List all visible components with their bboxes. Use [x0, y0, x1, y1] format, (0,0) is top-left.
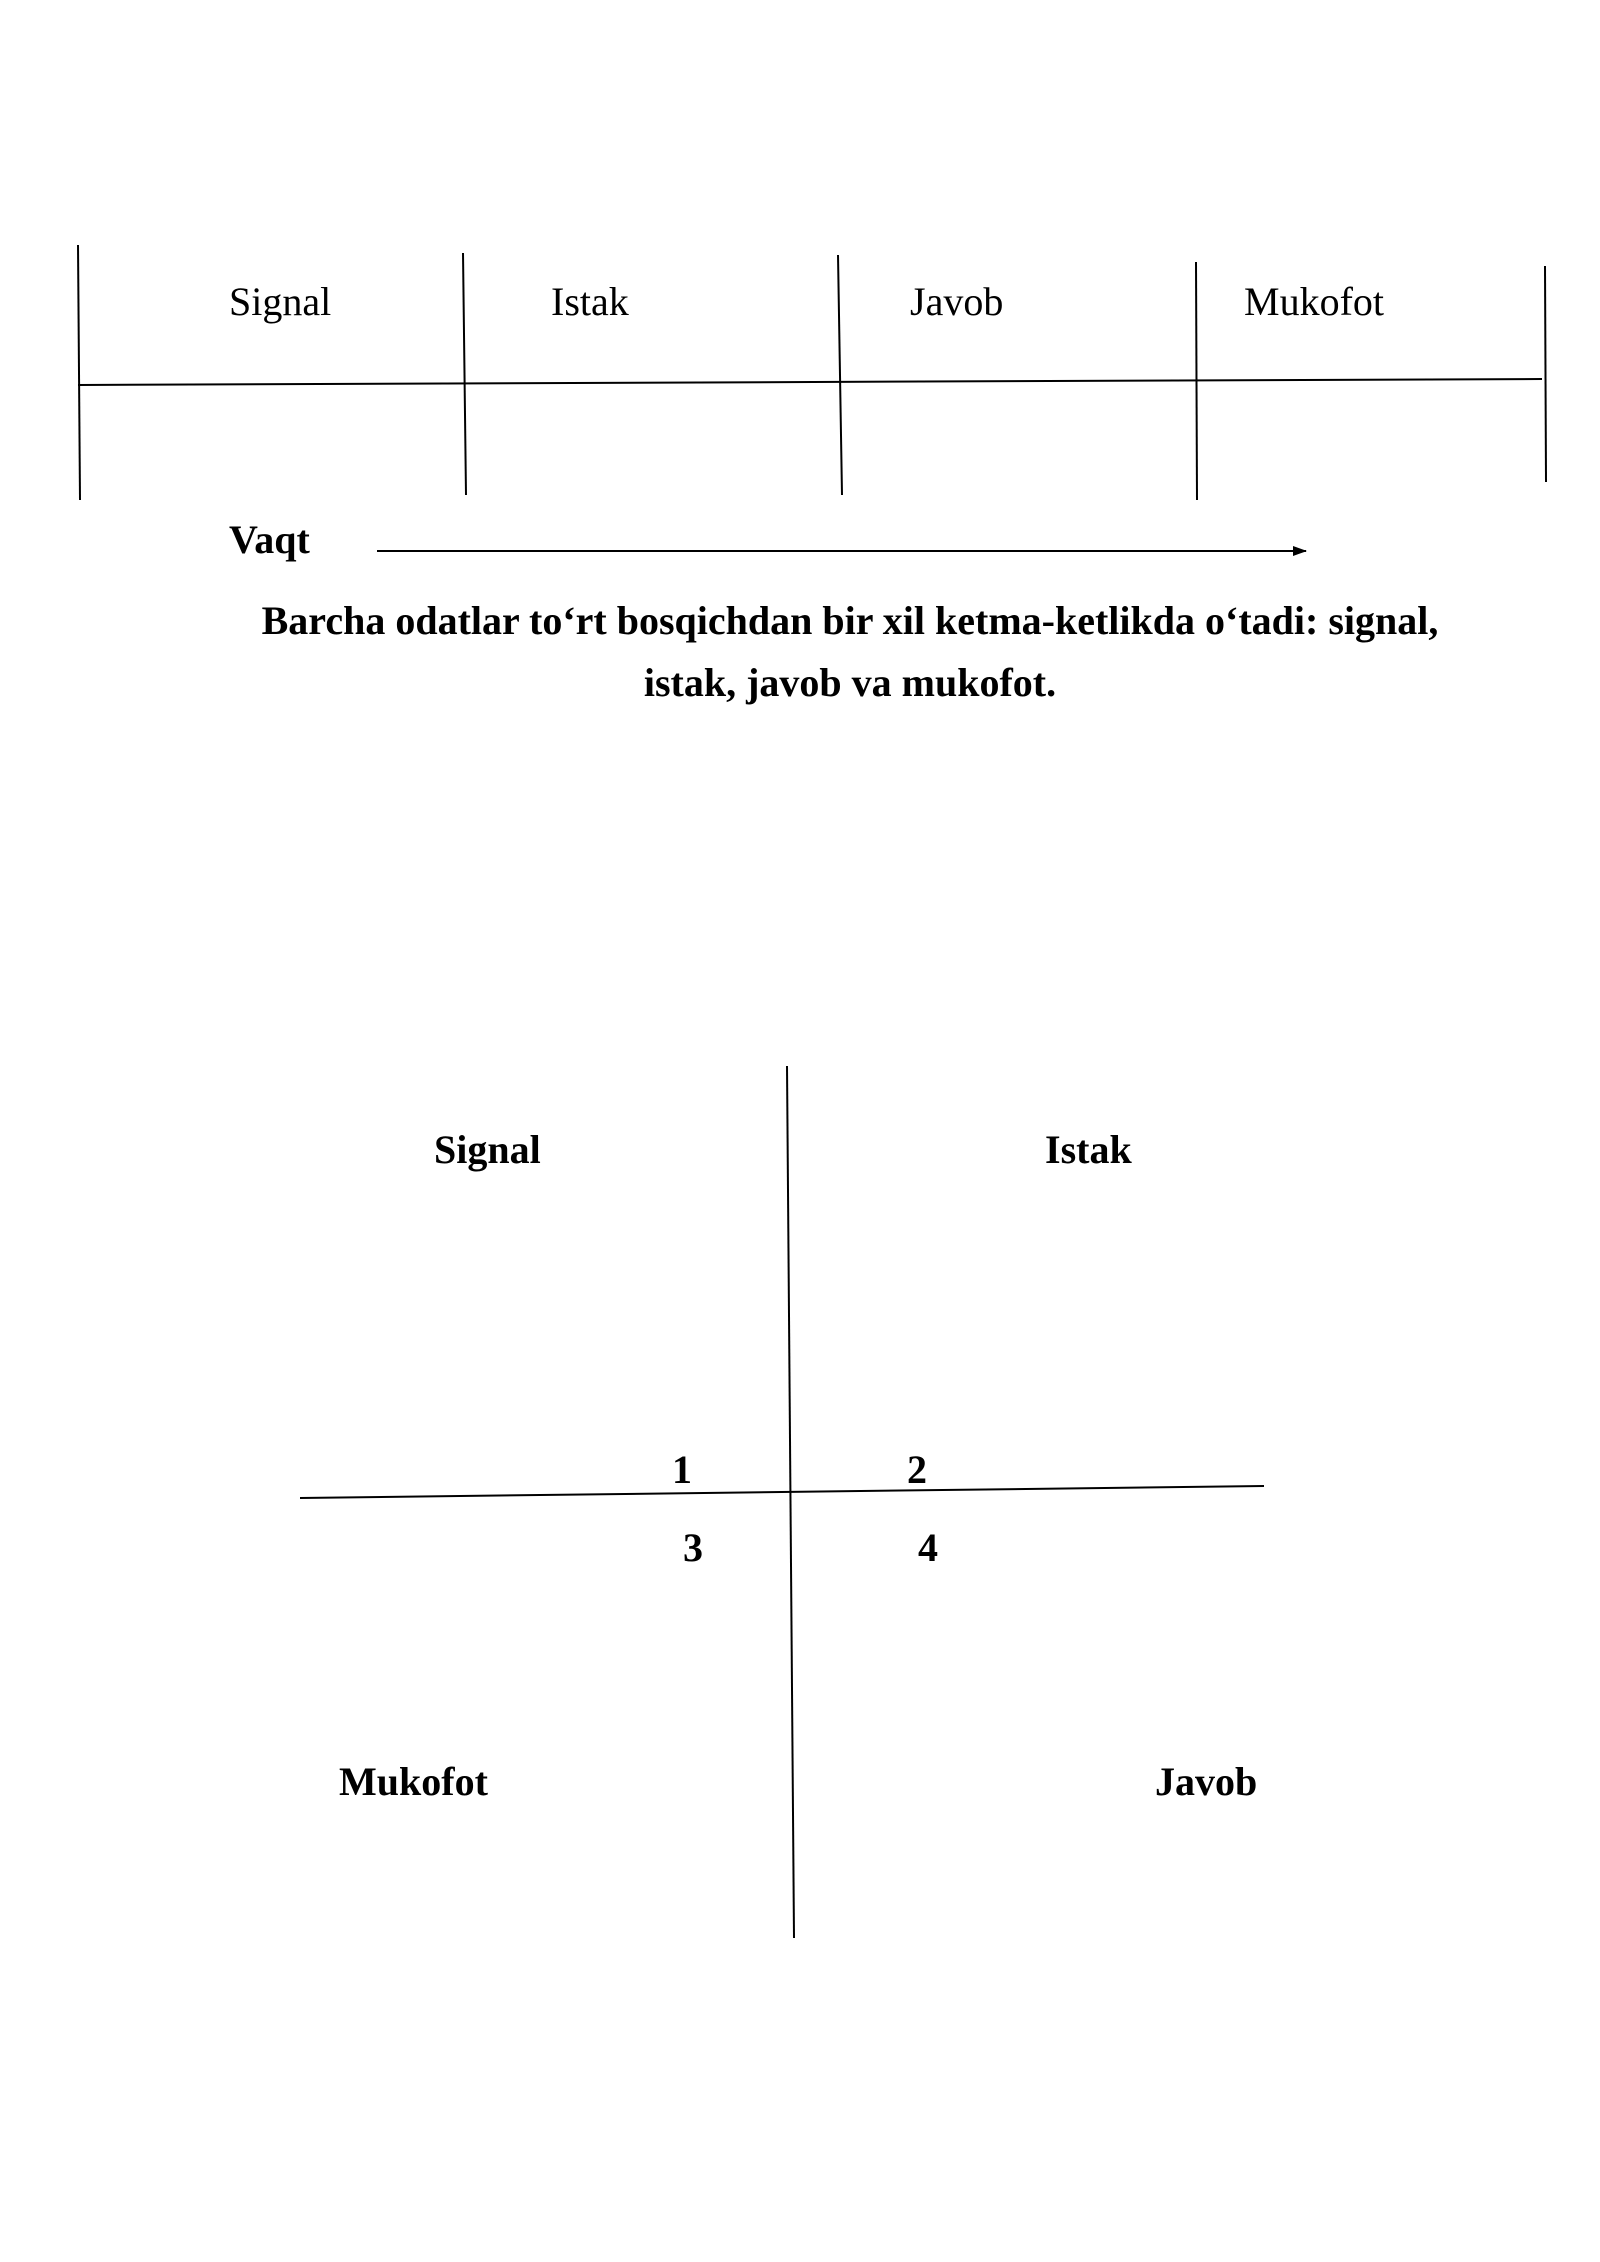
- quadrant-label-istak: Istak: [1045, 1127, 1132, 1172]
- caption-line-2: istak, javob va mukofot.: [643, 660, 1057, 705]
- quadrant-number-3: 3: [683, 1525, 703, 1570]
- quadrant-label-signal: Signal: [434, 1127, 541, 1172]
- quadrant-horizontal-axis: [300, 1486, 1264, 1498]
- timeline-horizontal-line: [78, 379, 1542, 385]
- timeline-stage-mukofot: Mukofot: [1244, 279, 1384, 324]
- timeline-divider-1: [463, 253, 466, 495]
- caption: [200, 590, 1500, 714]
- time-label: Vaqt: [229, 517, 310, 562]
- timeline-stage-istak: Istak: [551, 279, 629, 324]
- quadrant-label-javob: Javob: [1155, 1759, 1258, 1804]
- quadrant-number-1: 1: [672, 1447, 692, 1492]
- timeline-stage-signal: Signal: [229, 279, 332, 324]
- quadrant-vertical-axis: [787, 1066, 794, 1938]
- quadrant-label-mukofot: Mukofot: [339, 1759, 488, 1804]
- timeline-stage-javob: Javob: [910, 279, 1004, 324]
- caption-line-1: Barcha odatlar to‘rt bosqichdan bir xil ketma-ketlikda o‘tadi: signal,: [261, 598, 1439, 643]
- quadrant-number-4: 4: [918, 1525, 938, 1570]
- quadrant-number-2: 2: [907, 1447, 927, 1492]
- timeline-divider-2: [838, 255, 842, 495]
- timeline-border-left: [78, 245, 80, 500]
- timeline-border-right: [1545, 266, 1546, 482]
